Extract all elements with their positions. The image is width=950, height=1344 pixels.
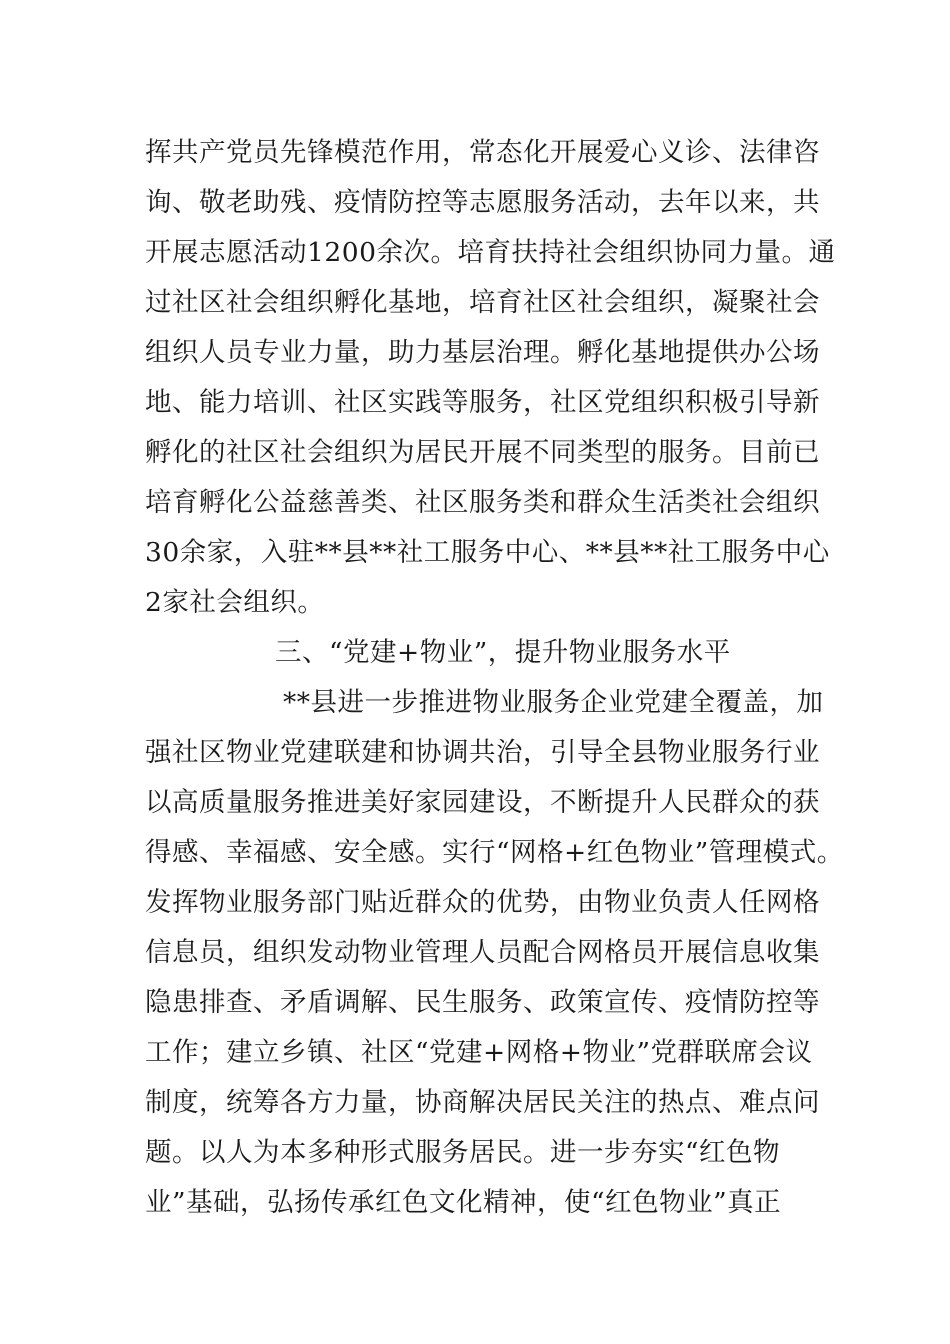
text-line: 工作；建立乡镇、社区“党建+网格+物业”党群联席会议 xyxy=(145,1037,813,1068)
text-line: 地、能力培训、社区实践等服务，社区党组织积极引导新 xyxy=(145,387,820,418)
text-line: 信息员，组织发动物业管理人员配合网格员开展信息收集 xyxy=(145,937,820,968)
text-line: 培育孵化公益慈善类、社区服务类和群众生活类社会组织 xyxy=(145,487,820,518)
text-line: 过社区社会组织孵化基地，培育社区社会组织，凝聚社会 xyxy=(145,287,820,318)
section-heading: 三、“党建+物业”，提升物业服务水平 xyxy=(275,637,731,668)
text-line: 询、敬老助残、疫情防控等志愿服务活动，去年以来，共 xyxy=(145,187,820,218)
text-line: 开展志愿活动1200余次。培育扶持社会组织协同力量。通 xyxy=(145,237,836,268)
text-line: 组织人员专业力量，助力基层治理。孵化基地提供办公场 xyxy=(145,337,820,368)
text-line: 2家社会组织。 xyxy=(145,587,325,618)
text-line: 隐患排查、矛盾调解、民生服务、政策宣传、疫情防控等 xyxy=(145,987,820,1018)
text-line: 得感、幸福感、安全感。实行“网格+红色物业”管理模式。 xyxy=(145,837,844,868)
text-line: 制度，统筹各方力量，协商解决居民关注的热点、难点问 xyxy=(145,1087,820,1118)
text-line: 发挥物业服务部门贴近群众的优势，由物业负责人任网格 xyxy=(145,887,820,918)
text-line: 题。以人为本多种形式服务居民。进一步夯实“红色物 xyxy=(145,1137,781,1168)
text-line: 以高质量服务推进美好家园建设，不断提升人民群众的获 xyxy=(145,787,820,818)
text-line: 30余家，入驻**县**社工服务中心、**县**社工服务中心 xyxy=(145,537,830,568)
text-line: 强社区物业党建联建和协调共治，引导全县物业服务行业 xyxy=(145,737,820,768)
paragraph-first-line: **县进一步推进物业服务企业党建全覆盖，加 xyxy=(283,687,824,718)
text-line: 挥共产党员先锋模范作用，常态化开展爱心义诊、法律咨 xyxy=(145,137,820,168)
text-line: 业”基础，弘扬传承红色文化精神，使“红色物业”真正 xyxy=(145,1187,782,1218)
text-line: 孵化的社区社会组织为居民开展不同类型的服务。目前已 xyxy=(145,437,820,468)
